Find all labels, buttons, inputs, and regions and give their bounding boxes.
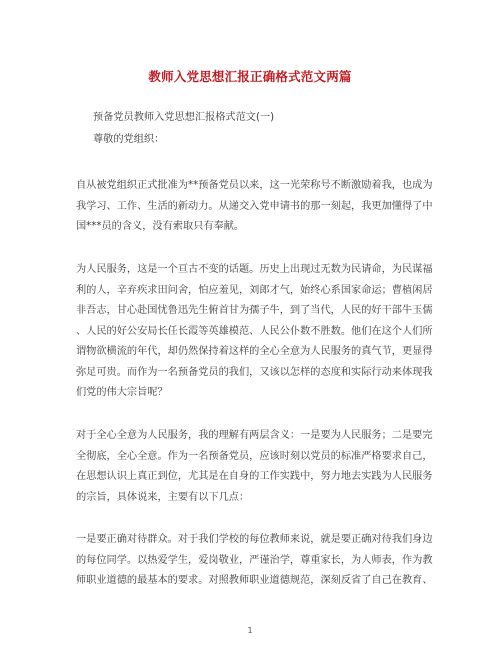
paragraph-line: 自从被党组织正式批准为**预备党员以来，这一光荣称号不断激励着我，也成为 [76, 180, 433, 191]
paragraph-line: 谓物欲横流的年代，却仍然保持着这样的全心全意为人民服务的真气节，更显得 [76, 346, 433, 357]
paragraph-line: 利的人，辛弃疾求田问舍，怕应羞见，刘郎才气，始终心系国家命运；曹植闲居 [76, 284, 433, 296]
paragraph-2 [76, 260, 433, 404]
paragraph-line: 们党的伟大宗旨呢？ [76, 387, 168, 398]
paragraph-line: 在思想认识上真正到位，尤其是在自身的工作实践中，努力地去实践为人民服务 [76, 471, 433, 482]
paragraph-4 [76, 530, 433, 592]
document-title: 教师入党思想汇报正确格式范文两篇 [148, 69, 352, 84]
paragraph-line: 为人民服务，这是一个亘古不变的话题。历史上出现过无数为民请命，为民谋福 [76, 264, 433, 275]
paragraph-3 [76, 426, 433, 508]
salutation-line: 尊敬的党组织： [93, 134, 165, 145]
paragraph-line: 我学习、工作、生活的新动力。从递交入党申请书的那一刻起，我更加懂得了中 [76, 200, 433, 212]
paragraph-line: 非吾志，甘心赴国忧鲁迅先生俯首甘为孺子牛，到了当代，人民的好干部牛玉儒 [76, 305, 433, 316]
paragraph-line: 国***员的含义，没有索取只有奉献。 [76, 221, 245, 232]
paragraph-1 [76, 176, 433, 238]
paragraph-line: 全彻底，全心全意。作为一名预备党员，应该时刻以党员的标准严格要求自己， [76, 450, 433, 462]
paragraph-line: 一是要正确对待群众。对于我们学校的每位教师来说，就是要正确对待我们身边 [76, 534, 433, 545]
salutation [93, 130, 441, 151]
paragraph-line: 师职业道德的最基本的要求。对照教师职业道德规范，深刻反省了自己在教育、 [76, 575, 433, 586]
paragraph-line: 的每位同学。以热爱学生，爱岗敬业，严谨治学，尊重家长，为人师表，作为教 [76, 554, 433, 566]
paragraph-line: 对于全心全意为人民服务，我的理解有两层含义：一是要为人民服务；二是要完 [76, 430, 433, 441]
subtitle-line: 预备党员教师入党思想汇报格式范文(一) [93, 112, 275, 123]
page-number: 1 [247, 626, 253, 635]
paragraph-line: 、人民的好公安局长任长霞等英雄模范、人民公仆数不胜数。他们在这个人们所 [76, 325, 433, 337]
paragraph-line: 弥足可贵。而作为一名预备党员的我们，又该以怎样的态度和实际行动来体现我 [76, 366, 433, 378]
document-subtitle [93, 108, 441, 129]
paragraph-line: 的宗旨，具体说来，主要有以下几点： [76, 491, 250, 503]
